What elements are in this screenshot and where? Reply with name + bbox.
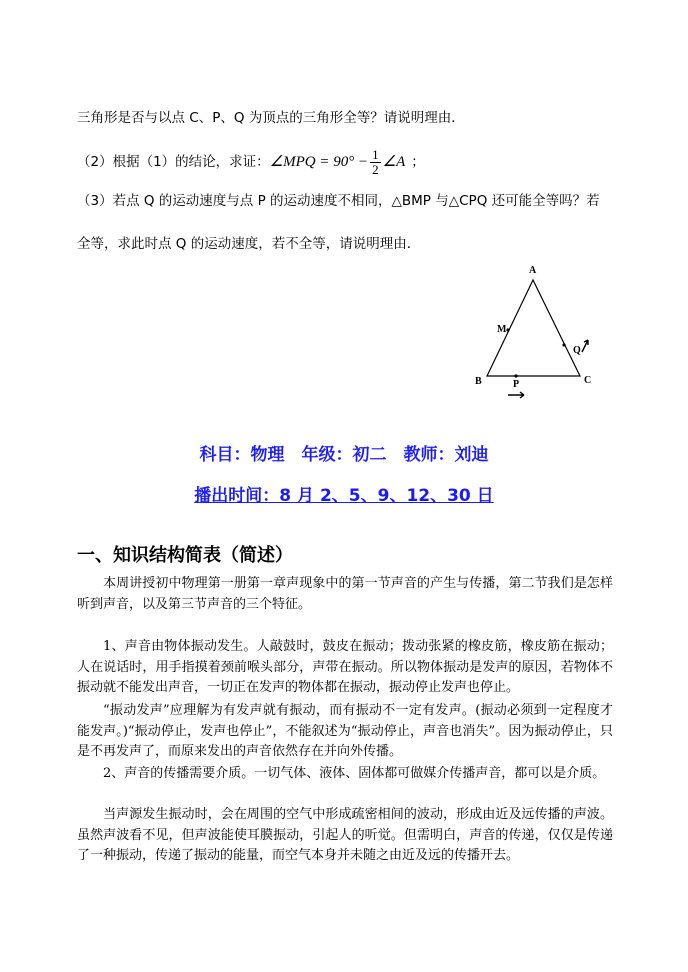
question-3-line-1: （3）若点 Q 的运动速度与点 P 的运动速度不相同，△BMP 与△CPQ 还可能全等吗？若 — [77, 193, 600, 209]
paragraph-5 — [77, 805, 613, 867]
label-a: A — [529, 265, 537, 276]
fraction-numerator: 1 — [372, 146, 379, 162]
paragraph-1-text: 本周讲授初中物理第一册第一章声现象中的第一节声音的产生与传播，第二节我们是怎样听到声音，以及第三节声音的三个特征。 — [77, 576, 613, 612]
question-3-line-2: 全等，求此时点 Q 的运动速度，若不全等，请说明理由． — [77, 236, 421, 252]
broadcast-line — [0, 481, 688, 506]
point-p-dot — [514, 374, 517, 377]
fraction-one-half — [370, 148, 381, 177]
point-q-dot — [562, 343, 565, 346]
label-m: M — [497, 324, 507, 335]
question-2-math-left: ∠MPQ = 90° − — [269, 154, 369, 170]
point-m-dot — [506, 328, 509, 331]
paragraph-5-text: 当声源发生振动时，会在周围的空气中形成疏密相间的波动，形成由近及远传播的声波。虽然声波看不见，但声波能使耳膜振动，引起人的听觉。但需明白，声音的传递，仅仅是传递了一种振动，传递了振动的能量，而空气本身并未随之由近及远的传播开去。 — [77, 807, 613, 863]
paragraph-4 — [77, 764, 613, 785]
paragraph-3 — [77, 701, 613, 763]
label-q: Q — [573, 345, 581, 356]
section-title: 一、知识结构简表（简述） — [77, 545, 293, 566]
broadcast-line-text: 播出时间：8 月 2、5、9、12、30 日 — [194, 486, 494, 506]
q-motion-arrow-icon — [582, 340, 588, 352]
subject-line: 科目：物理 年级：初二 教师：刘迪 — [199, 445, 489, 465]
triangle-abc — [487, 280, 580, 376]
p-motion-arrow-icon — [508, 392, 524, 398]
fraction-denominator: 2 — [372, 161, 379, 177]
question-2-math-right: ∠A — [382, 154, 406, 170]
paragraph-2 — [77, 637, 613, 699]
question-2-prefix: （2）根据（1）的结论，求证： — [77, 154, 270, 170]
paragraph-2-text: 1、声音由物体振动发生。人敲鼓时，鼓皮在振动；拨动张紧的橡皮筋，橡皮筋在振动；人在说话时，用手指摸着颈前喉头部分，声带在振动。所以物体振动是发声的原因，若物体不振动就不能发出声音，一切正在发声的物体都在振动，振动停止发声也停止。 — [77, 639, 613, 695]
paragraph-4-text: 2、声音的传播需要介质。一切气体、液体、固体都可做媒介传播声音，都可以是介质。 — [103, 766, 606, 781]
paragraph-1 — [77, 574, 613, 615]
label-p: P — [513, 379, 520, 390]
question-2 — [77, 144, 613, 180]
label-b: B — [475, 376, 482, 387]
question-2-suffix: ； — [411, 154, 425, 170]
problem-line-1: 三角形是否与以点 C、P、Q 为顶点的三角形全等？请说明理由． — [77, 110, 465, 126]
label-c: C — [584, 375, 592, 386]
paragraph-3-text: “振动发声”应理解为有发声就有振动，而有振动不一定有发声。(振动必须到一定程度才能发声。)“振动停止，发声也停止”，不能叙述为“振动停止，声音也消失”。因为振动停止，只是不再发声了，而原来发出的声音依然存在并向外传播。 — [77, 703, 613, 759]
